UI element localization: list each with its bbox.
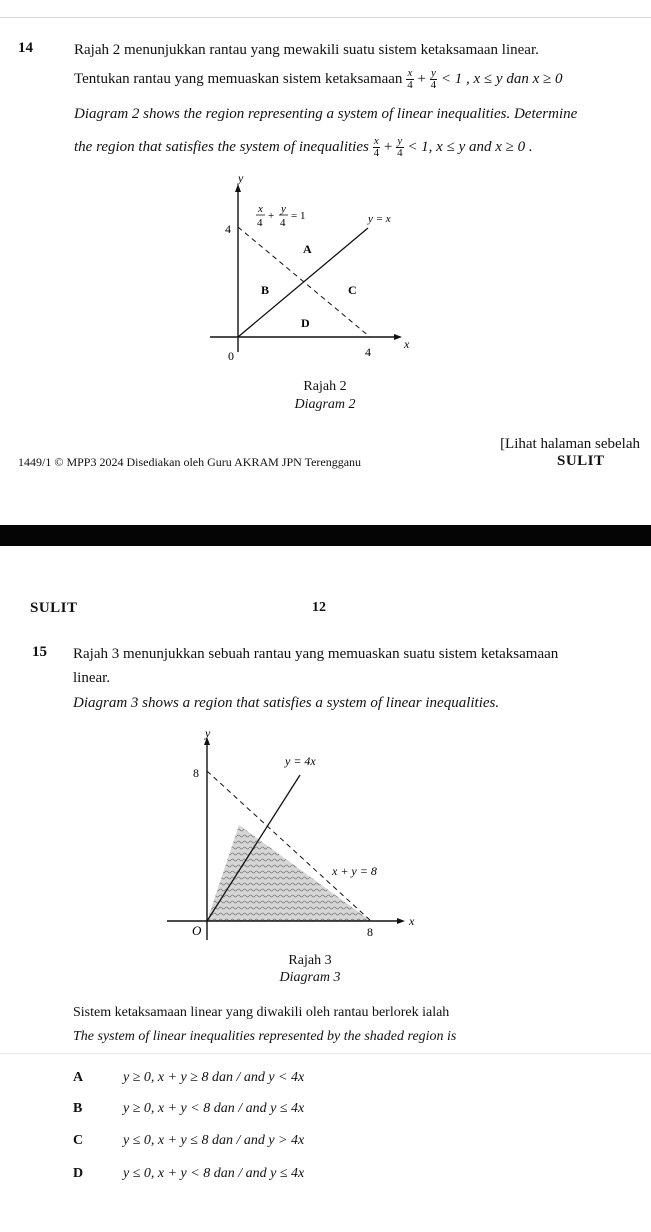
y-tick-label: 4 (225, 222, 231, 236)
line1-num-x: x (258, 203, 263, 215)
region-c-label: C (348, 283, 357, 297)
page-number: 12 (312, 600, 326, 615)
page-separator (0, 525, 651, 546)
y-axis-arrow-icon (235, 184, 241, 192)
q14-text-ms-2 (74, 68, 562, 91)
diagram-2-caption-en: Diagram 2 (294, 397, 356, 412)
line2-label: y = x (368, 213, 391, 225)
y-axis-label: y (238, 171, 244, 185)
x-axis-arrow-icon (397, 918, 405, 924)
q14-en-suffix: < 1, x ≤ y and x ≥ 0 . (407, 138, 533, 155)
origin-label: 0 (228, 349, 234, 363)
top-rule (0, 17, 651, 18)
q15-stem-en: The system of linear inequalities represented by the shaded region is (73, 1029, 457, 1044)
sulit-footer: SULIT (557, 453, 605, 469)
line1-den-1: 4 (257, 217, 263, 229)
plus-sign: + (383, 138, 393, 155)
page-footer: 1449/1 © MPP3 2024 Disediakan oleh Guru AKRAM JPN Terengganu (18, 455, 362, 469)
question-number-14: 14 (18, 40, 33, 56)
line1-num-y: y (281, 203, 286, 215)
option-a-letter: A (73, 1070, 84, 1085)
q14-frac-x-en: $\frac{x}{4}$ (373, 135, 380, 159)
x-axis-arrow-icon (394, 334, 402, 340)
diagram-3-caption-ms: Rajah 3 (288, 953, 332, 968)
option-a-text: y ≥ 0, x + y ≥ 8 dan / and y < 4x (123, 1070, 305, 1085)
y-axis-label: y (205, 726, 211, 740)
option-b-letter: B (73, 1101, 83, 1116)
q15-text-ms-2: linear. (73, 670, 111, 686)
line-b-label: x + y = 8 (332, 864, 377, 878)
q15-stem-ms: Sistem ketaksamaan linear yang diwakili oleh rantau berlorek ialah (73, 1005, 450, 1020)
origin-label: O (192, 923, 202, 938)
diagram-2-caption-ms: Rajah 2 (303, 379, 347, 394)
q14-frac-y-ms: $\frac{y}{4}$ (430, 67, 437, 91)
sulit-header: SULIT (30, 600, 78, 616)
q14-ms-suffix: < 1 , x ≤ y dan x ≥ 0 (440, 70, 563, 87)
q14-text-en-1: Diagram 2 shows the region representing a system of linear inequalities. Determine (74, 106, 578, 122)
region-a-label: A (303, 242, 312, 256)
q14-frac-y-en: $\frac{y}{4}$ (397, 135, 403, 159)
y-tick-label: 8 (193, 766, 199, 780)
region-b-label: B (261, 283, 270, 297)
options-divider (0, 1053, 651, 1054)
question-number-15: 15 (32, 644, 47, 660)
region-d-label: D (301, 316, 310, 330)
plus-sign: + (268, 210, 275, 222)
line1-den-2: 4 (280, 217, 286, 229)
option-c-text: y ≤ 0, x + y ≤ 8 dan / and y > 4x (123, 1133, 305, 1148)
option-c-letter: C (73, 1133, 84, 1148)
x-axis-label: x (409, 914, 415, 928)
q14-text-ms-1: Rajah 2 menunjukkan rantau yang mewakili suatu sistem ketaksamaan linear. (74, 42, 539, 58)
line-a-label: y = 4x (285, 754, 316, 768)
option-d-text: y ≤ 0, x + y < 8 dan / and y ≤ 4x (123, 1166, 305, 1181)
line1-eq: = 1 (291, 210, 306, 222)
option-d-letter: D (73, 1166, 84, 1181)
q14-en-prefix: the region that satisfies the system of inequalities (74, 138, 369, 155)
next-page-note: [Lihat halaman sebelah (500, 436, 640, 452)
diagram-2 (190, 170, 450, 370)
plus-sign: + (417, 70, 426, 87)
x-tick-label: 8 (367, 925, 373, 939)
diagram-3-caption-en: Diagram 3 (279, 970, 341, 985)
q14-frac-x-ms: $\frac{x}{4}$ (407, 67, 413, 91)
q15-text-en: Diagram 3 shows a region that satisfies a system of linear inequalities. (73, 695, 500, 711)
diagram-3 (165, 725, 425, 945)
x-axis-label: x (404, 337, 410, 351)
q15-text-ms-1: Rajah 3 menunjukkan sebuah rantau yang memuaskan suatu sistem ketaksamaan (73, 646, 559, 662)
option-b-text: y ≥ 0, x + y < 8 dan / and y ≤ 4x (123, 1101, 305, 1116)
q14-text-en-2 (74, 136, 533, 159)
x-tick-label: 4 (365, 345, 371, 359)
q14-ms-prefix: Tentukan rantau yang memuaskan sistem ketaksamaan (74, 70, 403, 87)
